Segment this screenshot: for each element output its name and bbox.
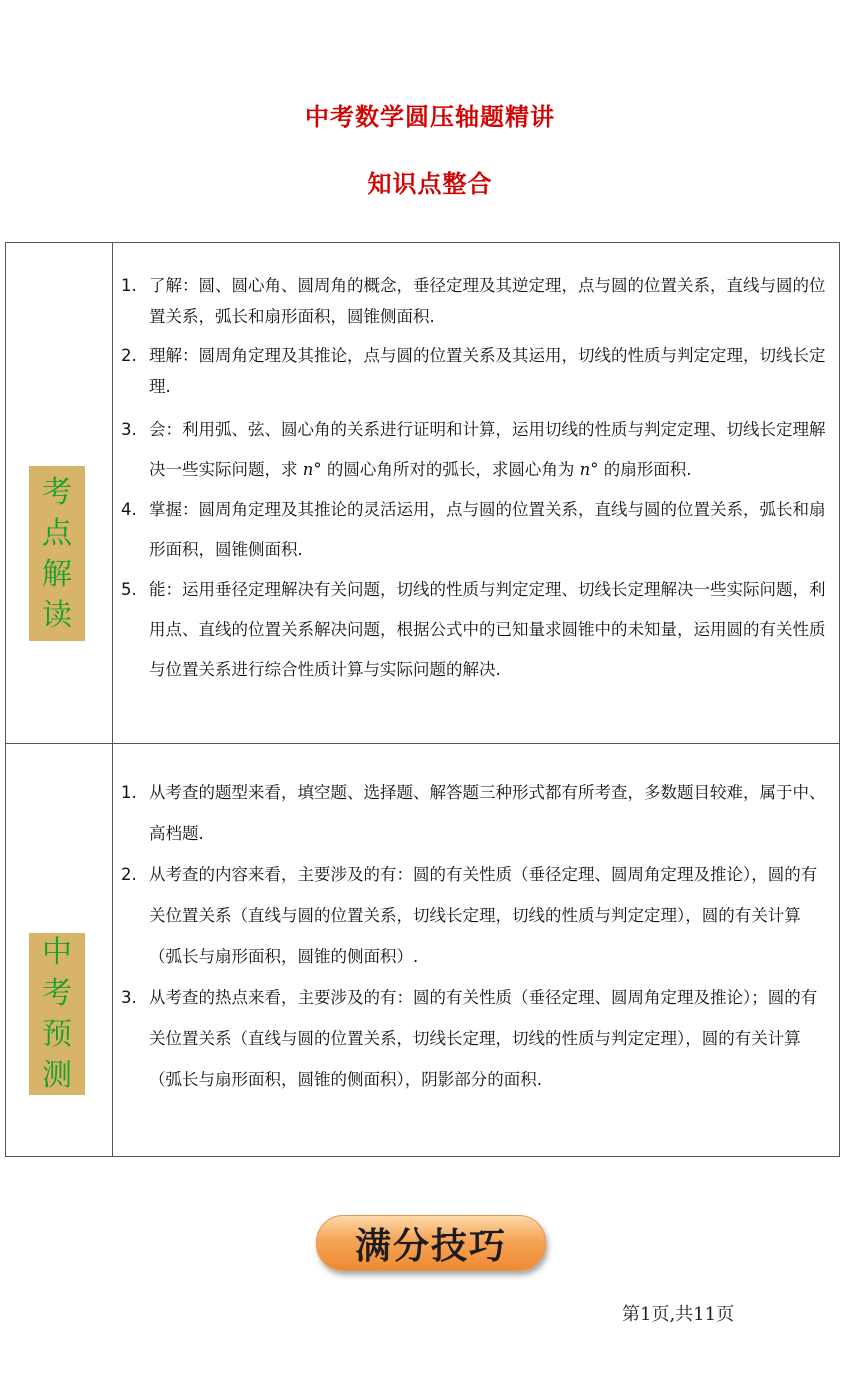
- page-number: 第1页,共11页: [622, 1304, 735, 1325]
- label-char: 解: [42, 556, 72, 592]
- list-item: [113, 270, 839, 332]
- content-cell-exam-points: [113, 243, 840, 744]
- exam-points-label: [29, 466, 85, 641]
- item-text: 从考查的内容来看，主要涉及的有：圆的有关性质（垂径定理、圆周角定理及推论），圆的有关位置关系（直线与圆的位置关系，切线长定理，切线的性质与判定定理），圆的有关计算（弧长与扇形面积，圆锥的侧面积）.: [149, 865, 818, 966]
- label-cell-exam-forecast: [6, 744, 113, 1157]
- item-text: 从考查的热点来看，主要涉及的有：圆的有关性质（垂径定理、圆周角定理及推论）；圆的有关位置关系（直线与圆的位置关系，切线长定理，切线的性质与判定定理），圆的有关计算（弧长与扇形面积，圆锥的侧面积），阴影部分的面积.: [149, 988, 818, 1089]
- label-char: 预: [42, 1017, 72, 1052]
- table-row: [6, 243, 840, 744]
- label-char: 测: [42, 1058, 72, 1093]
- list-item: [113, 570, 839, 690]
- label-cell-exam-points: [6, 243, 113, 744]
- item-text: 掌握：圆周角定理及其推论的灵活运用，点与圆的位置关系，直线与圆的位置关系，弧长和扇形面积，圆锥侧面积.: [149, 500, 826, 559]
- item-number: 4.: [121, 500, 137, 519]
- item-number: 2.: [121, 346, 137, 365]
- page-subtitle: 知识点整合: [367, 170, 493, 198]
- item-text: 的扇形面积.: [598, 460, 692, 479]
- item-text: 能：运用垂径定理解决有关问题，切线的性质与判定定理、切线长定理解决一些实际问题，利用点、直线的位置关系解决问题，根据公式中的已知量求圆锥中的未知量，运用圆的有关性质与位置关系进行综合性质计算与实际问题的解决.: [149, 580, 826, 679]
- item-text: 了解：圆、圆心角、圆周角的概念，垂径定理及其逆定理，点与圆的位置关系，直线与圆的位置关系，弧长和扇形面积，圆锥侧面积.: [149, 276, 826, 326]
- label-char: 点: [42, 515, 72, 551]
- label-char: 考: [42, 976, 72, 1011]
- item-text: 理解：圆周角定理及其推论，点与圆的位置关系及其运用，切线的性质与判定定理，切线长定理.: [149, 346, 826, 396]
- exam-points-list: [113, 243, 839, 690]
- full-score-tips-banner: 满分技巧: [316, 1215, 546, 1271]
- exam-forecast-list: [113, 744, 839, 1100]
- item-number: 3.: [121, 988, 137, 1007]
- list-item: [113, 410, 839, 490]
- table-row: [6, 744, 840, 1157]
- list-item: [113, 340, 839, 402]
- item-text: 从考查的题型来看，填空题、选择题、解答题三种形式都有所考查，多数题目较难，属于中、高档题.: [149, 783, 826, 843]
- item-number: 1.: [121, 783, 137, 802]
- knowledge-table: [5, 242, 840, 1157]
- math-variable: n°: [302, 460, 322, 479]
- exam-forecast-label: [29, 933, 85, 1095]
- label-char: 考: [42, 474, 72, 510]
- content-cell-exam-forecast: [113, 744, 840, 1157]
- list-item: [113, 854, 839, 977]
- item-number: 2.: [121, 865, 137, 884]
- label-char: 中: [42, 935, 72, 970]
- list-item: [113, 490, 839, 570]
- label-char: 读: [42, 597, 72, 633]
- page-title: 中考数学圆压轴题精讲: [305, 103, 555, 131]
- math-variable: n°: [579, 460, 599, 479]
- item-number: 1.: [121, 276, 137, 295]
- item-number: 5.: [121, 580, 137, 599]
- item-text: 的圆心角所对的弧长，求圆心角为: [321, 460, 580, 479]
- list-item: [113, 977, 839, 1100]
- list-item: [113, 772, 839, 854]
- item-number: 3.: [121, 420, 137, 439]
- item-text: 会：利用弧、弦、圆心角的关系进行证明和计算，运用切线的性质与判定定理、切线长定理解决一些实际问题，求: [149, 420, 826, 479]
